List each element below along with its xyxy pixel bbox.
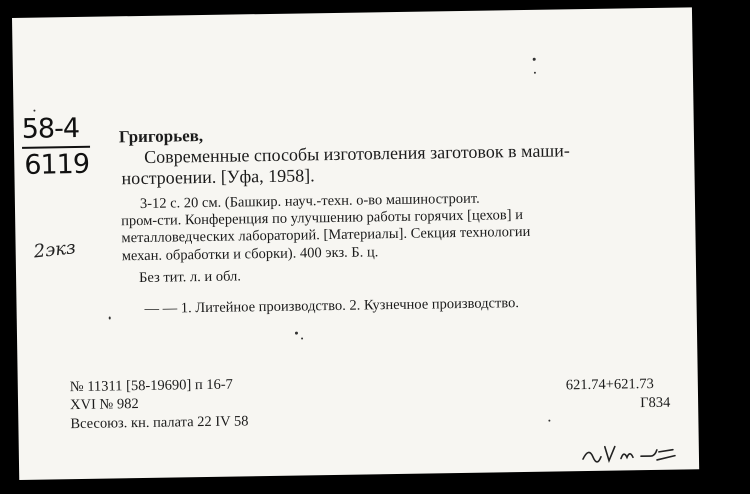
catalog-card (12, 7, 699, 480)
handwritten-copies-note: 2экз (32, 237, 77, 263)
shelf-mark-top: 58-4 (21, 112, 80, 145)
title-line-1: Современные способы изготовления заготовок в маши- (144, 140, 570, 167)
collation-line-5: Без тит. л. и обл. (138, 268, 242, 287)
collation-line-3: металловедческих лабораторий. [Материалы]. Секция технологии (121, 223, 531, 247)
registration-line-2: XVI № 982 (69, 396, 139, 414)
subject-headings: — — 1. Литейное производство. 2. Кузнечное производство. (144, 295, 520, 317)
shelf-mark-bottom: 6119 (24, 148, 90, 181)
registration-line-3: Всесоюз. кн. палата 22 IV 58 (70, 413, 249, 433)
author-mark: Г834 (640, 394, 671, 412)
registration-line-1: № 11311 [58-19690] п 16-7 (69, 376, 234, 396)
title-line-2: ностроении. [Уфа, 1958]. (121, 165, 315, 189)
collation-line-4: механ. обработки и сборки). 400 экз. Б. ц. (121, 244, 379, 265)
author-heading: Григорьев, (118, 126, 204, 147)
collation-line-2: пром-сти. Конференция по улучшению работы горячих [цехов] и (121, 206, 524, 230)
collation-line-1: 3-12 с. 20 см. (Башкир. науч.-техн. о-во машиностроит. (139, 190, 480, 213)
handwritten-signature (579, 438, 679, 468)
classification-index: 621.74+621.73 (565, 375, 654, 394)
